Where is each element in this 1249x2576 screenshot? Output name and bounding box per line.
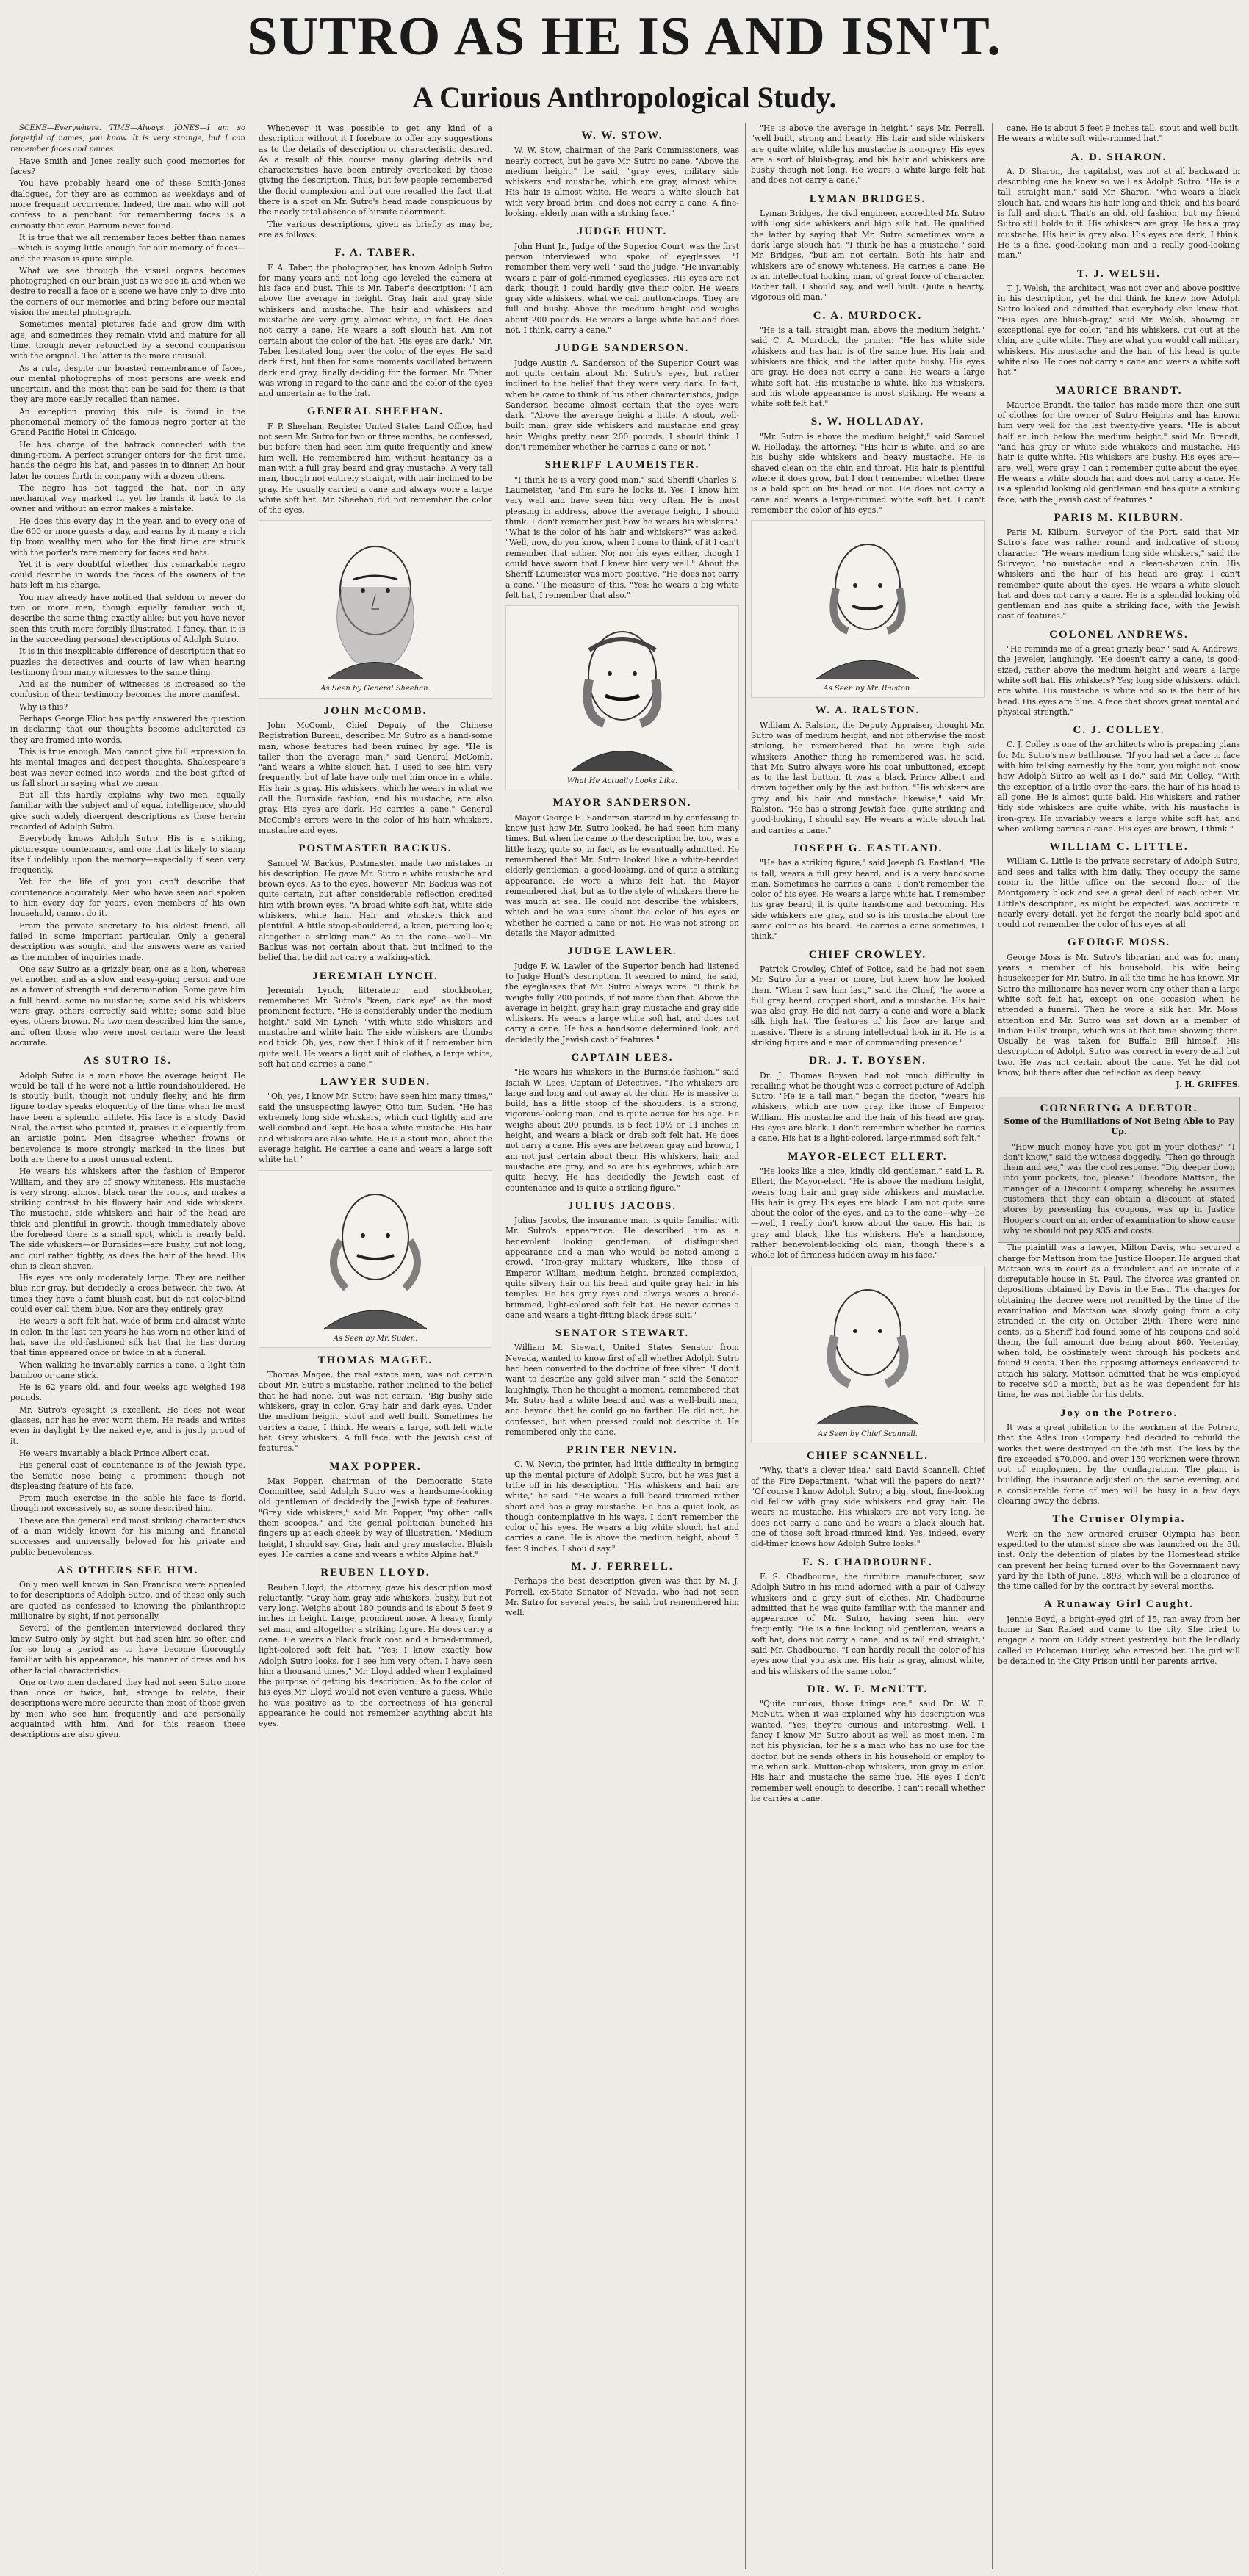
person-description: F. A. Taber, the photographer, has known Adolph Sutro for many years and not long ago leveled the camera at his face and bust. This is Mr. Taber's description: "I am above the average in height. Gray hair and gray side whiskers and mustache. The hair and whiskers and mustache are very gray, almost white, in fact. He does not carry a cane. He wears a soft slouch hat. Am not certain about the color of the hat. His eyes are dark." Mr. Taber hesitated long over the color of the eyes. He said dark first, but then for some moments vacillated between dark and gray, finally deciding for the former. Mr. Taber was wrong in regard to the cane and the color of the eyes and uncertain as to the hat. <box>259 262 492 399</box>
sidebar-heading: CORNERING A DEBTOR. <box>1040 1102 1198 1114</box>
person-heading: REUBEN LLOYD. <box>320 1567 431 1579</box>
person-heading: POSTMASTER BACKUS. <box>298 843 453 855</box>
person-heading: GENERAL SHEEHAN. <box>306 405 444 418</box>
paragraph: But all this hardly explains why two men, equally familiar with the subject and of equal intelligence, should give such widely divergent descriptions as those herein recorded of Adolph Sutro. <box>10 790 245 831</box>
person-description: Lyman Bridges, the civil engineer, accredited Mr. Sutro with long side whiskers and high silk hat. He qualified the latter by saying that Mr. Sutro sometimes wore a dark large slouch hat. "I think he has a mustache," said Mr. Bridges, "but am not certain. Both his hair and whiskers are of snowy whiteness. He carries a cane. He is an intellectual looking man, of great force of character. Rather tall, I should say, and well built. Quite a hearty, vigorous old man." <box>751 209 985 303</box>
person-description: T. J. Welsh, the architect, was not over and above positive in his description, yet he did think he knew how Adolph Sutro looked and admitted that everybody else knew that. "His eyes are bluish-gray," said Mr. Welsh, showing an exceptional eye for color, "and his whiskers, cut out at the chin, are quite white. They are what you would call military whiskers. His mustache and the hair of his head is quite white also. He does not carry a cane and wears a white soft hat." <box>998 283 1240 378</box>
column-2-intro <box>259 123 492 240</box>
descriptions-group <box>751 1451 985 1804</box>
paragraph: From much exercise in the sable his face is florid, though not excessively so, as some described him. <box>10 1493 245 1514</box>
person-description: John Hunt Jr., Judge of the Superior Court, was the first person interviewed who spoke of eyeglasses. "I remember them very well," said the Judge. "He invariably wears a pair of gold-rimmed eyeglasses. His eyes are not dark, though I could hardly give their color. He wears gray side whiskers, what we call mutton-chops. They are full and bushy. Above the medium height and weighs about 200 pounds. He wears a large white hat and does not, I think, carry a cane." <box>505 241 739 336</box>
person-description: C. W. Nevin, the printer, had little difficulty in bringing up the mental picture of Adolph Sutro, but he was just a trifle off in his description. "His whiskers and hair are white," he said. "He wears a full beard trimmed rather short and has a gray mustache. He has a quiet look, as though contemplative in his ways. I don't remember the color of his eyes. He wears a big white slouch hat and carries a cane. He is above the medium height, about 5 feet 9 inches, I should say." <box>505 1460 739 1554</box>
person-heading: C. J. COLLEY. <box>1073 724 1165 737</box>
paragraph: This is true enough. Man cannot give full expression to his mental images and deepest thoughts. Shakespeare's best was never coined into words, and the best gifted of us fall short in saying what we mean. <box>10 746 245 788</box>
person-heading: LAWYER SUDEN. <box>320 1076 431 1089</box>
column-2 <box>259 123 492 2569</box>
person-heading: GEORGE MOSS. <box>1068 937 1170 949</box>
person-heading: Joy on the Potrero. <box>1060 1407 1178 1419</box>
portrait-sheehan <box>259 520 492 698</box>
person-description: Jennie Boyd, a bright-eyed girl of 15, ran away from her home in San Rafael and came to the city. She tried to engage a room on Eddy street yesterday, but the landlady called in Policeman Hurley, who arrested her. The girl will be detained in the City Prison until her parents arrive. <box>998 1614 1240 1666</box>
descriptions-group <box>505 131 739 601</box>
person-description: Judge F. W. Lawler of the Superior bench had listened to Judge Hunt's description. It seemed to mind, he said, the eyeglasses that Mr. Sutro always wore. "I think he weighs fully 200 pounds, if not more than that. Above the average in height, gray hair, gray mustache and gray side whiskers. He wears a large white soft hat, and does not carry a cane. He has a handsome determined look, and decidedly the Jewish cast of features." <box>505 961 739 1045</box>
sidebar-article <box>998 1097 1240 1244</box>
portrait-scannell <box>751 1266 985 1443</box>
person-description: Work on the new armored cruiser Olympia has been expedited to the utmost since she was launched on the 5th inst. Only the detention of plates by the Homestead strike can prevent her being turned over to the Government navy yard by the 15th of June, 1893, which will be a clearance of the time called for by the contract by several months. <box>998 1529 1240 1592</box>
portrait-caption: What He Actually Looks Like. <box>566 777 678 786</box>
paragraph: He is 62 years old, and four weeks ago weighed 198 pounds. <box>10 1382 245 1403</box>
column-divider <box>992 123 993 2569</box>
person-description: F. P. Sheehan, Register United States Land Office, had not seen Mr. Sutro for two or three months, he confessed, but before then had seen him quite frequently and knew him well. He remembered him without hesitancy as a man with a full gray beard and gray mustache. A very tall man, though not entirely straight, with hair inclined to be gray. He usually carried a cane and always wore a large white soft hat. Mr. Sheehan did not remember the color of the eyes. <box>259 421 492 516</box>
person-heading: The Cruiser Olympia. <box>1052 1513 1186 1526</box>
portrait-engraving <box>284 1171 467 1332</box>
as-sutro-is-section <box>10 1071 245 1558</box>
column-4 <box>751 123 985 2569</box>
person-description: "He reminds me of a great grizzly bear," said A. Andrews, the jeweler, laughingly. "He doesn't carry a cane, is good-sized, rather above the medium height and wears a large white soft hat. His whiskers? Yes; long side whiskers, which are white. His mustache is white and so is the hair of his head. His eyes are blue. A face that shows great mental and physical strength." <box>998 644 1240 717</box>
paragraph: Mr. Sutro's eyesight is excellent. He does not wear glasses, nor has he ever worn them. He reads and writes even in daylight by the naked eye, and is justly proud of it. <box>10 1404 245 1446</box>
short-articles <box>998 1243 1240 1667</box>
paragraph: Several of the gentlemen interviewed declared they knew Sutro only by sight, but had seen him so often and for so long a period as to have become thoroughly familiar with his appearance, his manner of dress and his other facial characteristics. <box>10 1623 245 1675</box>
person-description: Dr. J. Thomas Boysen had not much difficulty in recalling what he thought was a correct picture of Adolph Sutro. "He is a tall man," began the doctor, "wears his whiskers, which are now gray, like those of Emperor William. His mustache and the hair of his head are gray. His eyes are black. I don't remember whether he carries a cane. His hat is a light-colored, large-rimmed soft felt." <box>751 1070 985 1144</box>
portrait-ralston <box>751 520 985 698</box>
portrait-engraving <box>776 1266 960 1428</box>
paragraph: One or two men declared they had not seen Sutro more than once or twice, but, strange to relate, their descriptions were more accurate than most of those given by men who see him frequently and are personally acquainted with him. And for this reason these descriptions are also given. <box>10 1677 245 1740</box>
person-description: George Moss is Mr. Sutro's librarian and was for many years a member of his household, his wife being housekeeper for Mr. Sutro. In all the time he has known Mr. Sutro the millionaire has never worn any other than a large white soft felt hat, except on one occasion when he attended a funeral. Then he wore a silk hat. Mr. Moss' attention and Mr. Sutro was set down as a member of Indian Hills' troupe, which was at that time showing there. Usually he was taken for Buffalo Bill himself. His description of Adolph Sutro was correct in every detail but two. He was not certain about the cane. Yet he did not know, but there after due reflection as deep heavy. <box>998 952 1240 1078</box>
paragraph: His eyes are only moderately large. They are neither blue nor gray, but decidedly a cross between the two. At times they have a faint bluish cast, but do not color-blind could ever call them blue. Nor are they entirely gray. <box>10 1273 245 1315</box>
person-heading: SHERIFF LAUMEISTER. <box>544 459 700 472</box>
person-description: "He is a tall, straight man, above the medium height," said C. A. Murdock, the printer. "He has white side whiskers and has hair is of the same hue. His hair and whiskers are thick, and the latter quite bushy. His eyes are gray. He does not carry a cane. He wears a large white soft hat. His mustache is white, like his whiskers, and his whole appearance is most striking. He wears a white soft felt hat." <box>751 325 985 409</box>
headline: SUTRO AS HE IS AND ISN'T. <box>247 7 1002 67</box>
author-signature: J. H. GRIFFES. <box>1176 1080 1240 1090</box>
person-heading: MAURICE BRANDT. <box>1055 384 1183 397</box>
paragraph: He has charge of the hatrack connected with the dining-room. A perfect stranger enters for the first time, hands the negro his hat, and passes in to dinner. An hour later he comes forth in company with a dozen others. <box>10 439 245 481</box>
person-heading: T. J. WELSH. <box>1077 267 1161 280</box>
paragraph: He wears invariably a black Prince Albert coat. <box>19 1448 209 1458</box>
portrait-caption: As Seen by Mr. Suden. <box>333 1334 418 1343</box>
paragraph: Sometimes mental pictures fade and grow dim with age, and sometimes they remain vivid and mature for all time, though never retouched by a second comparison with the original. The latter is the more unusual. <box>10 320 245 361</box>
person-heading: PRINTER NEVIN. <box>566 1444 678 1457</box>
paragraph: It is true that we all remember faces better than names—which is saying little enough for our memory of faces—and the reason is quite simple. <box>10 232 245 264</box>
person-description: Judge Austin A. Sanderson of the Superior Court was not quite certain about Mr. Sutro's eyes, but rather inclined to the belief that they were very dark. In fact, when he came to think of his other characteristics, Judge Sanderson became almost certain that the eyes were dark. "Above the average height a little. A stout, well-built man; gray side whiskers and mustache and gray hair. Weighs pretty near 200 pounds, I should think. I don't remember whether he carries a cane or not." <box>505 358 739 452</box>
person-heading: W. A. RALSTON. <box>815 704 921 717</box>
column-divider <box>745 123 746 2569</box>
person-description: F. S. Chadbourne, the furniture manufacturer, saw Adolph Sutro in his mind adorned with a pair of Galway whiskers and a gray suit of clothes. Mr. Chadbourne admitted that he was quite familiar with the manner and appearance of Mr. Sutro, having seen him very frequently. "He is a fine looking old gentleman, wears a soft hat, does not carry a cane, and is tall and straight," said Mr. Chadbourne. "I can hardly recall the color of his eyes now that you ask me. His hair is gray, almost white, and his whiskers of the same color." <box>751 1571 985 1676</box>
person-description: Perhaps the best description given was that by M. J. Ferrell, ex-State Senator of Nevada, who had not seen Mr. Sutro for several years, he said, but remembered him well. <box>505 1576 739 1618</box>
descriptions-group <box>751 123 985 516</box>
paragraph: From the private secretary to his oldest friend, all failed in some important particular. Only a general description was sought, and the answers were as varied as the number of inquiries made. <box>10 920 245 962</box>
person-description: "He wears his whiskers in the Burnside fashion," said Isaiah W. Lees, Captain of Detectives. "The whiskers are large and long and cut away at the chin. He is massive in build, has a little stoop of the shoulders, is a strong, vigorous-looking man, and is quite active for his age. He weighs about 200 pounds, is 5 feet 10½ or 11 inches in height, and wears a black or drab soft felt hat. He does not carry a cane. His eyes are between gray and brown, I am not just certain about them. His whiskers, hair, and mustache are gray, and so are his eyebrows, which are quite heavy. He has decidedly the Jewish cast of countenance and is quite a striking figure." <box>505 1067 739 1193</box>
person-description: Maurice Brandt, the tailor, has made more than one suit of clothes for the owner of Sutro Heights and has known him very well for the last twenty-five years. "He is about half an inch below the medium height," said Mr. Brandt, "and has gray or white side whiskers and mustache. His hair is quite white. His whiskers are bushy. His eyes are—are, well, were gray. I can't remember quite about the eyes. He wears a white slouch hat and does not carry a cane. He is a splendid looking old gentleman and has quite a striking face, with the Jewish cast of features." <box>998 400 1240 505</box>
person-heading: F. S. CHADBOURNE. <box>802 1556 933 1568</box>
paragraph: Adolph Sutro is a man above the average height. He would be tall if he were not a little roundshouldered. He is stoutly built, though not unduly fleshy, and his firm figure to-day speaks eloquently of the time when he must have been a splendid athlete. His face is a study. David Neal, the artist who painted it, praises it eloquently from an artistic point. Men disagree whether frowns or benevolence is more strongly marked in the lines, but both are there to a most unusual extent. <box>10 1070 245 1164</box>
person-heading: MAYOR-ELECT ELLERT. <box>788 1150 948 1163</box>
person-heading: W. W. STOW. <box>581 130 663 142</box>
person-heading: JOSEPH G. EASTLAND. <box>792 842 943 854</box>
person-heading: SENATOR STEWART. <box>555 1327 690 1340</box>
descriptions-group <box>259 706 492 1166</box>
paragraph: As a rule, despite our boasted remembrance of faces, our mental photographs of most persons are weak and uncertain, and the most that can be said for them is that they are more easily recalled than names. <box>10 363 245 405</box>
person-description: It was a great jubilation to the workmen at the Potrero, that the Atlas Iron Company had decided to rebuild the works that were destroyed on the 5th inst. The loss by the fire exceeded $70,000, and over 150 workmen were thrown out of employment by the conflagration. The plant is building, the insurance adjusted on the same evening, and a considerable force of men will be busy in a few days clearing away the debris. <box>998 1422 1240 1507</box>
paragraph: Why is this? <box>19 701 68 712</box>
paragraph: He wears his whiskers after the fashion of Emperor William, and they are of snowy whiteness. His mustache is very strong, almost black near the roots, and makes a striking contrast to his flowery hair and side whiskers. The mustache, side whiskers and hair of the head are thick and plentiful in growth, though immediately above the forehead there is a small spot, which is nearly bald. The side whiskers—or Burnsides—are bushy, but not long, and curl rather tightly, as does the hair of the head. His chin is clean shaven. <box>10 1166 245 1271</box>
paragraph: Whenever it was possible to get any kind of a description without it I forebore to offer any suggestions as to the details of description or characteristic desired. As a result of this course many glaring details and characteristics have been entirely overlooked by those giving the description. Thus, but few people remembered the florid complexion and but one recalled the fact that there is a spot on Mr. Sutro's head made conspicuous by the nearly total absence of hirsute adornment. <box>259 123 492 217</box>
intro-section <box>10 156 245 1048</box>
descriptions-group <box>259 248 492 516</box>
column-5 <box>998 123 1240 2569</box>
sidebar-text: "How much money have you got in your clothes?" "I don't know," said the witness doggedly. "Then go through them and see," was the cool response. "Dig deeper down into your pockets, too, please." Theodore Mattson, the manager of a Discount Company, whereby he assumes customers that they can obtain a discount at stated stores by presenting his coupons, was up in Justice Hooper's court on an order of examination to show cause why he should not pay $35 and costs. <box>1003 1141 1235 1235</box>
column-1 <box>10 123 245 2569</box>
person-description: C. J. Colley is one of the architects who is preparing plans for Mr. Sutro's new bathhouse. "If you had set a face to face with him talking earnestly by the hour, you might not know how Adolph Sutro as well as I do," said Mr. Colley. "With the exception of a little over the ears, the hair of his head is all gone. He is almost quite bald. His whiskers and rather tidy side whiskers are quite white, with his mustache is iron-gray. He invariably wears a large white soft hat, and when walking carries a cane. His eyes are brown, I think." <box>998 740 1240 834</box>
person-heading: CAPTAIN LEES. <box>571 1052 674 1064</box>
scene-text: SCENE—Everywhere. TIME—Always. JONES—I am so forgetful of names, you know. It is very strange, but I can remember faces and names. <box>10 124 245 154</box>
portrait-caption: As Seen by Chief Scannell. <box>818 1429 918 1438</box>
descriptions-group <box>751 705 985 1260</box>
person-description: Thomas Magee, the real estate man, was not certain about Mr. Sutro's mustache, rather inclined to the belief that he had none, but was not certain. "Big bushy side whiskers, gray in color. Gray hair and dark eyes. Under the medium height, stout and well built. Sometimes he carries a cane, I think. He wears a large, soft felt white hat. Gray whiskers. A full face, with the Jewish cast of features." <box>259 1370 492 1454</box>
paragraph: When walking he invariably carries a cane, a light thin bamboo or cane stick. <box>10 1360 245 1380</box>
portrait-engraving <box>284 521 467 682</box>
person-description: Patrick Crowley, Chief of Police, said he had not seen Mr. Sutro for a year or more, but knew how he looked then. "When I saw him last," said the Chief, "he wore a full gray beard, cropped short, and a mustache. His hair was also gray. He did not carry a cane and wore a black silk high hat. The features of his face are large and massive. There is a strong intellectual look in it. He is a striking figure and a man of commanding presence." <box>751 964 985 1047</box>
person-description: Paris M. Kilburn, Surveyor of the Port, said that Mr. Sutro's face was rather round and indicative of strong character. "He wears medium long side whiskers," said the Surveyor, "no mustache and a clean-shaven chin. His whiskers and the hair of his head are gray. I can't remember quite about the eyes. He wears a white slouch hat and does not carry a cane. He is a splendid looking old gentleman and has quite a striking face, with the Jewish cast of features." <box>998 527 1240 621</box>
person-heading: PARIS M. KILBURN. <box>1054 511 1184 524</box>
person-description: "Why, that's a clever idea," said David Scannell, Chief of the Fire Department, "what will the papers do next?" "Of course I know Adolph Sutro; a big, stout, fine-looking old fellow with gray side whiskers and gray hair. He wears no mustache. His whiskers are not very long, he does not carry a cane and he wears a black slouch hat, one of those soft broad-rimmed kind. Yes, indeed, every old-timer knows how Adolph Sutro looks." <box>751 1465 985 1549</box>
paragraph: Only men well known in San Francisco were appealed to for descriptions of Adolph Sutro, and of these only such are quoted as confessed to knowing the philanthropic millionaire by sight, if not personally. <box>10 1580 245 1622</box>
sidebar-subheading: Some of the Humiliations of Not Being Able to Pay Up. <box>1004 1116 1234 1137</box>
as-others-section <box>10 1580 245 1740</box>
person-heading: A Runaway Girl Caught. <box>1043 1598 1195 1611</box>
person-heading: THOMAS MAGEE. <box>317 1354 433 1366</box>
descriptions-group <box>259 1355 492 1730</box>
person-description: Jeremiah Lynch, litterateur and stockbroker, remembered Mr. Sutro's "keen, dark eye" as the most prominent feature. "He is considerably under the medium height," said Mr. Lynch, "with white side whiskers and mustache and white hair. The side whiskers are thumbs and thick. Oh, yes; now that I think of it I remember him quite well. He wears a light suit of clothes, a large white, soft hat and carries a cane." <box>259 985 492 1069</box>
person-description: "Oh, yes, I know Mr. Sutro; have seen him many times," said the unsuspecting lawyer, Otto tum Suden. "He has extremely long side whiskers, which curl tightly and are well combed and kept. He has a white mustache. His hair and whiskers are also white. He is a stout man, about the average height. He carries a cane and wears a large soft white hat." <box>259 1092 492 1165</box>
person-heading: CHIEF CROWLEY. <box>808 948 927 961</box>
person-heading: DR. J. T. BOYSEN. <box>809 1055 926 1067</box>
person-description: "Mr. Sutro is above the medium height," said Samuel W. Holladay, the attorney. "His hair is white, and so are his bushy side whiskers and heavy mustache. He is shaved clean on the chin and throat. His hair is plentiful where it does grow, but I don't remember whether there is a bald spot on his head or not. He does not carry a cane and wears a large-rimmed white soft hat. I can't remember the color of his eyes." <box>751 431 985 515</box>
paragraph: Everybody knows Adolph Sutro. His is a striking, picturesque countenance, and one that is likely to stamp itself indelibly upon the memory—especially if seen very frequently. <box>10 834 245 876</box>
person-heading: M. J. FERRELL. <box>571 1561 674 1573</box>
person-description: William M. Stewart, United States Senator from Nevada, wanted to know first of all whether Adolph Sutro had been converted to the doctrine of free silver. "I don't want to describe any gold silver man," said the Senator, laughingly. Then he thought a moment, remembered that Mr. Sutro had a white beard and was a well-built man, and beyond that he could go no farther. He did not, he confessed, but when pressed could not describe it. He remembered only the cane. <box>505 1343 739 1437</box>
paragraph: His general cast of countenance is of the Jewish type, the Semitic nose being a prominent though not displeasing feature of his face. <box>10 1460 245 1491</box>
paragraph: Yet it is very doubtful whether this remarkable negro could describe in words the faces of the owners of the hats left in his charge. <box>10 559 245 591</box>
person-heading: JUDGE SANDERSON. <box>555 342 690 355</box>
person-description: Reuben Lloyd, the attorney, gave his description most reluctantly. "Gray hair, gray side whiskers, bushy, but not very long. Weighs about 180 pounds and is about 5 feet 9 inches in height. Large, prominent nose. A heavy, firmly set man, and altogether a striking figure. He does carry a cane. He wears a black frock coat and a broad-rimmed, light-colored soft felt hat. "Yes; I know exactly how Adolph Sutro looks, for I see him very often. I have seen him a thousand times," Mr. Lloyd added when I explained the purpose of getting his description. As to the color of his eyes Mr. Lloyd would not even venture a guess. While he was positive as to the correctness of his general appearance he could not remember anything about his eyes. <box>259 1582 492 1729</box>
person-description: "I think he is a very good man," said Sheriff Charles S. Laumeister, "and I'm sure he looks it. Yes; I know him very well and have seen him very often. He is most pleasing in address, above the average height, I should think. I don't remember just how he wears his whiskers." "What is the color of his hair and whiskers?" was asked. "Well, now, do you know, when I come to think of it I can't remember that either. No; nor his eyes either, though I could have sworn that I knew him very well." About the Sheriff Laumeister was more positive. "He does not carry a cane." The measure of this. "Yes; he wears a big white felt hat, I remember that also." <box>505 475 739 600</box>
section-heading-as-others-see-him: AS OTHERS SEE HIM. <box>57 1564 199 1576</box>
paragraph: And as the number of witnesses is increased so the confusion of their testimony becomes the more manifest. <box>10 679 245 700</box>
person-heading: DR. W. F. McNUTT. <box>807 1683 929 1695</box>
person-heading: WILLIAM C. LITTLE. <box>1049 841 1189 854</box>
paragraph: It is in this inexplicable difference of description that so puzzles the detectives and courts of law when hearing testimony from many witnesses to the same thing. <box>10 646 245 677</box>
person-description: William C. Little is the private secretary of Adolph Sutro, and sees and talks with him daily. They occupy the same room in the little office on the second floor of the Montgomery block and see a great deal of each other. Mr. Little's description, as might be expected, was accurate in nearly every detail, yet he forgot the nearly bald spot and could not remember the color of his eyes at all. <box>998 856 1240 930</box>
paragraph: The negro has not tagged the hat, nor in any mechanical way marked it, yet he hands it back to its owner and without an error makes a mistake. <box>10 483 245 514</box>
paragraph: You have probably heard one of these Smith-Jones dialogues, for they are as common as weekdays and of more frequent occurrence. Indeed, the man who will not confess to a penchant for remembering faces is a curiosity that even Barnum never found. <box>10 178 245 231</box>
descriptions-group <box>998 123 1240 1078</box>
paragraph: He wears a soft felt hat, wide of brim and almost white in color. In the last ten years he has worn no other kind of hat, save the old-fashioned silk hat that he has during that time appeared once or twice in at a funeral. <box>10 1316 245 1358</box>
portrait-suden <box>259 1170 492 1348</box>
paragraph: You may already have noticed that seldom or never do two or more men, though equally familiar with it, describe the same thing exactly alike; but you have never seen this truth more forcibly illustrated, I fancy, than it is in the succeeding personal descriptions of Adolph Sutro. <box>10 592 245 644</box>
paragraph: One saw Sutro as a grizzly bear, one as a lion, whereas yet another, and as a slow and easy-going person and one as a tower of strength and determination. Some gave him a full beard, some no mustache; some said his whiskers were gray, others correctly said white; some said blue eyes, others brown. No two men described him the same, and often those who were most certain were the least accurate. <box>10 964 245 1047</box>
person-description: "He is above the average in height," says Mr. Ferrell, "well built, strong and hearty. His hair and side whiskers are quite white, while his mustache is iron-gray. His eyes are a sort of bluish-gray, and his hair and whiskers are bushy though not long. He wears a white large felt hat and does not carry a cane." <box>751 123 985 186</box>
column-3 <box>505 123 739 2569</box>
paragraph: The various descriptions, given as briefly as may be, are as follows: <box>259 219 492 239</box>
descriptions-group <box>505 798 739 1618</box>
person-description: W. W. Stow, chairman of the Park Commissioners, was nearly correct, but he gave Mr. Sutro no cane. "Above the medium height," he said, "gray eyes, military side whiskers and mustache, which are gray, almost white. His hair is almost white. He wears a white slouch hat with very broad brim, and does not carry a cane. A fine-looking, elderly man with a striking face." <box>505 145 739 219</box>
person-description: "He has a striking figure," said Joseph G. Eastland. "He is tall, wears a full gray beard, and is a very handsome man. Sometimes he carries a cane. I don't remember the color of his eyes. He wears a large white hat. I remember his gray beard; it is quite handsome and becoming. His side whiskers are gray, and so is his mustache about the same color as his beard. He carries a cane sometimes, I think." <box>751 858 985 942</box>
paragraph: These are the general and most striking characteristics of a man widely known for his mining and financial successes and universally beloved for his private and public benevolences. <box>10 1515 245 1557</box>
person-description: John McComb, Chief Deputy of the Chinese Registration Bureau, described Mr. Sutro as a hand-some man, whose features had been ruined by age. "He is taller than the average man," said General McComb, "and wears a white slouch hat. I used to see him very frequently, but of late have only met him once in a while. His hair is gray. His whiskers, which he wears in what we call the Burnside fashion, and his mustache, are also gray. His eyes are dark. He carries a cane." General McComb's errors were in the color of his hair, whiskers, mustache and eyes. <box>259 720 492 835</box>
portrait-caption: As Seen by Mr. Ralston. <box>823 685 913 693</box>
subheadline: A Curious Anthropological Study. <box>412 81 837 114</box>
portrait-engraving <box>776 521 960 682</box>
portrait-caption: As Seen by General Sheehan. <box>320 685 431 693</box>
person-description: Samuel W. Backus, Postmaster, made two mistakes in his description. He gave Mr. Sutro a white mustache and brown eyes. As to the eyes, however, Mr. Backus was not quite certain, but after considerable reflection credited him with brown eyes. "A broad white soft hat, white side whiskers, white hair. Hair and whiskers thick and plentiful. A little stoop-shouldered, a keen, piercing look; altogether a striking man." As to the cane—well—Mr. Backus was not certain about that, but inclined to the belief that he did not carry a walking-stick. <box>259 858 492 963</box>
person-description: "Quite curious, those things are," said Dr. W. F. McNutt, when it was explained why his description was wanted. "Yes; they're curious and interesting. Well, I fancy I know Mr. Sutro about as well as most men. I'm not his physician, for he's a man who has no use for the doctor, but he sends others in his household or employ to me when sick. Mutton-chop whiskers, iron gray in color. His hair and mustache the same hue. His eyes I don't remember well enough to describe. I can't recall whether he carries a cane. <box>751 1699 985 1803</box>
paragraph: An exception proving this rule is found in the phenomenal memory of the famous negro porter at the Grand Pacific Hotel in Chicago. <box>10 406 245 438</box>
person-description: Julius Jacobs, the insurance man, is quite familiar with Mr. Sutro's appearance. He described him as a benevolent looking gentleman, of distinguished appearance and a man who would be noted among a crowd. "Iron-gray military whiskers, like those of Emperor William, medium height, bronzed complexion, quite silvery hair on his head and quite gray hair in his temples. He has gray eyes and always wears a broad-brimmed, light-colored soft felt hat. He never carries a cane and wears a tight-fitting black dress suit." <box>505 1216 739 1320</box>
paragraph: He does this every day in the year, and to every one of the 600 or more guests a day, and earns by it many a rich tip from wealthy men who for the first time are struck with the porter's rare memory for faces and hats. <box>10 516 245 558</box>
portrait-actual <box>505 605 739 790</box>
person-heading: JOHN McCOMB. <box>323 704 428 717</box>
person-description: cane. He is about 5 feet 9 inches tall, stout and well built. He wears a white soft wide-rimmed hat." <box>998 123 1240 144</box>
person-heading: JUDGE LAWLER. <box>567 945 677 958</box>
person-description: William A. Ralston, the Deputy Appraiser, thought Mr. Sutro was of medium height, and not otherwise the most striking, he remembered that he wore high side whiskers. Another thing he remembered was, he said, that Mr. Sutro always wore his coat unbuttoned, except as to the last button. It was a black Prince Albert and drawn together only by the last button. "His whiskers are gray and his hair and mustache likewise," said Mr. Ralston. "He has a strong Jewish face, quite striking and good-looking, I should say. He wears a white slouch hat and carries a cane." <box>751 720 985 835</box>
paragraph: Yet for the life of you you can't describe that countenance accurately. Men who have seen and spoken to him every day for years, even members of his own household, cannot do it. <box>10 877 245 919</box>
person-description: Mayor George H. Sanderson started in by confessing to know just how Mr. Sutro looked, he had seen him many times. But when he came to the description he, too, was a little hazy, quite so, in fact, as he eventually admitted. He remembered that Mr. Sutro looked like a white-bearded elderly gentleman, a good-looking, and of quite a striking appearance. He wore a white felt hat, the Mayor remembered that, but as to the style of whiskers there he was much at sea. He could not describe the whiskers, which and he was sure about the color of his eyes or whether he carried a cane or not. He was not strong on details the Mayor admitted. <box>505 812 739 939</box>
person-heading: JULIUS JACOBS. <box>567 1199 677 1212</box>
person-description: Max Popper, chairman of the Democratic State Committee, said Adolph Sutro was a handsome-looking old gentleman of decidedly the Jewish type of features. "Gray side whiskers," said Mr. Popper, "my other calls them scoopes," and the genial politician bunched his fingers up at each cheek by way of illustration. "Medium height, I should say. Gray hair and gray mustache. Bluish eyes. He carries a cane and wears a white Alpine hat." <box>259 1476 492 1559</box>
person-heading: JUDGE HUNT. <box>577 226 668 238</box>
portrait-engraving <box>530 606 714 775</box>
person-heading: F. A. TABER. <box>334 247 417 259</box>
person-heading: S. W. HOLLADAY. <box>810 416 925 428</box>
paragraph: Perhaps George Eliot has partly answered the question in declaring that our thoughts become adulterated as they are framed into words. <box>10 714 245 745</box>
person-heading: C. A. MURDOCK. <box>813 309 923 322</box>
person-heading: MAYOR SANDERSON. <box>552 797 692 809</box>
person-heading: LYMAN BRIDGES. <box>809 192 926 205</box>
person-heading: CHIEF SCANNELL. <box>806 1449 929 1462</box>
section-heading-as-sutro-is: AS SUTRO IS. <box>83 1055 173 1067</box>
paragraph: Have Smith and Jones really such good memories for faces? <box>10 156 245 177</box>
person-heading: JEREMIAH LYNCH. <box>312 970 439 982</box>
person-description: The plaintiff was a lawyer, Milton Davis, who secured a charge for Mattson from the Justice Hooper. He argued that Mattson was in court as a fraudulent and an inmate of a disreputable house in St. Paul. The divorce was granted on depositions obtained by Davis in the East. The charges for obtaining the decree were not remitted by the time of the examination and Mattson was slowly going from a city stranded in the city on October 29th. There were nine cents, as a Sheriff had found some of his coupons and sold them, the full amount due being about $60. Yesterday, when told, he obstinately went through his pockets and found 9 cents. Then the opposing attorneys endeavored to attach his salary. Mattson admitted that he was employed to receive $40 a month, but as he was dependent for his time, he was not liable for his debts. <box>998 1243 1240 1400</box>
person-heading: MAX POPPER. <box>329 1460 422 1473</box>
paragraph: What we see through the visual organs becomes photographed on our brain just as we see it, and when we desire to recall a face or a scene we have only to dive into the corners of our memories and bring before our mental vision the mental photograph. <box>10 265 245 318</box>
person-heading: COLONEL ANDREWS. <box>1049 628 1189 641</box>
person-description: "He looks like a nice, kindly old gentleman," said L. R. Ellert, the Mayor-elect. "He is above the medium height, wears long hair and gray side whiskers and mustache. His hair is gray. His eyes are black. I am not quite sure about the color of the eyes, and as to the cane—why—be—well, I really don't know about the cane. His hair is gray and black, like his whiskers. He's a handsome, rather benevolent-looking old man, though there's a whole lot of firmness hidden away in his face." <box>751 1166 985 1260</box>
person-heading: A. D. SHARON. <box>1070 151 1167 163</box>
person-description: A. D. Sharon, the capitalist, was not at all backward in describing one he knew so well as Adolph Sutro. "He is a tall, straight man," said Mr. Sharon, "who wears a black slouch hat, and wears his hair long and thick, and his beard is full and short. That's an old, old fashion, but my friend Sutro still holds to it. His whiskers are gray. He has a gray mustache. His hair is gray also. His eyes are dark, I think. He is a fine, good-looking man and a really good-looking man." <box>998 166 1240 261</box>
